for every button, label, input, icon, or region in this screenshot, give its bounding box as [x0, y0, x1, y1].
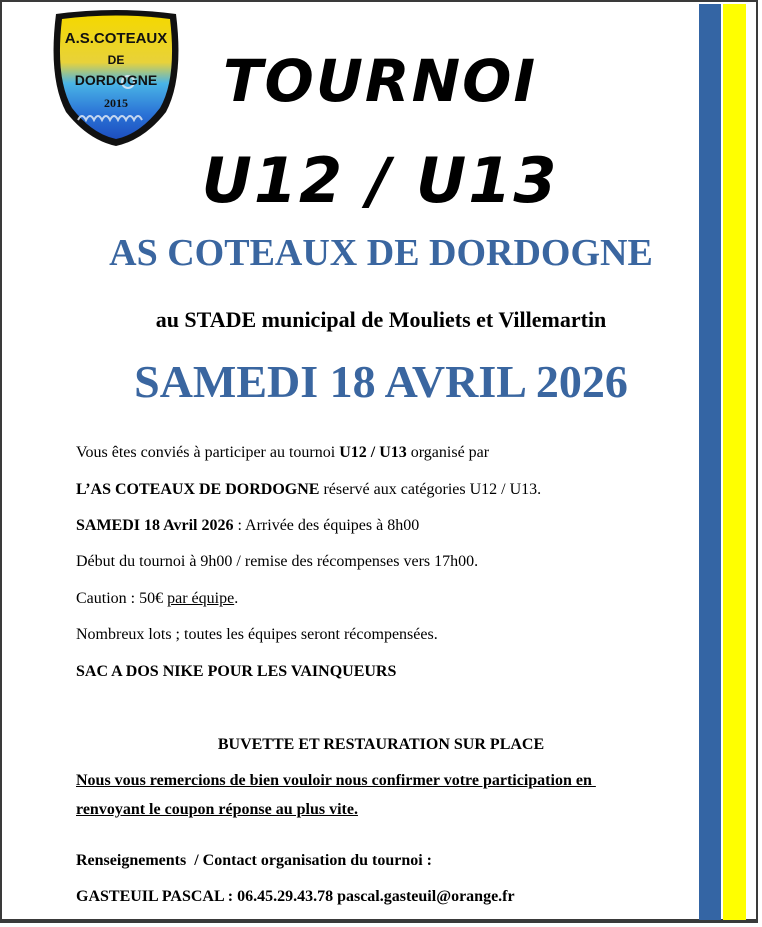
logo-text-line1: A.S.COTEAUX — [64, 30, 168, 47]
venue: au STADE municipal de Mouliets et Villemartin — [155, 307, 607, 332]
intro-category: U12 / U13 — [339, 444, 407, 461]
arrival-paragraph — [76, 517, 419, 535]
deposit-per-team: par équipe — [167, 590, 235, 607]
club-logo — [48, 8, 184, 148]
confirmation-line1: Nous vous remercions de bien vouloir nous confirmer votre participation en — [76, 772, 596, 789]
club-name: AS COTEAUX DE DORDOGNE — [109, 232, 653, 274]
deposit-paragraph — [76, 590, 238, 608]
title-line2: U12 / U13 — [201, 144, 559, 217]
logo-text-line3: DORDOGNE — [74, 72, 158, 88]
intro-text: Vous êtes conviés à participer au tournoi — [76, 444, 340, 461]
organizer-name: L’AS COTEAUX DE DORDOGNE — [76, 481, 320, 498]
organizer-paragraph — [76, 481, 541, 499]
blue-stripe — [699, 4, 721, 920]
intro-text-end: organisé par — [406, 444, 490, 461]
arrival-text: : Arrivée des équipes à 8h00 — [233, 517, 420, 534]
arrival-date: SAMEDI 18 Avril 2026 — [76, 517, 234, 534]
refreshments-heading: BUVETTE ET RESTAURATION SUR PLACE — [217, 736, 545, 753]
schedule-paragraph: Début du tournoi à 9h00 / remise des récompenses vers 17h00. — [76, 553, 479, 570]
intro-paragraph — [76, 444, 489, 462]
event-date: SAMEDI 18 AVRIL 2026 — [134, 356, 628, 407]
deposit-period: . — [234, 590, 239, 607]
yellow-stripe — [723, 4, 746, 920]
contact-details: GASTEUIL PASCAL : 06.45.29.43.78 pascal.gasteuil@orange.fr — [76, 888, 515, 905]
organizer-text: réservé aux catégories U12 / U13. — [319, 481, 542, 498]
prizes-paragraph: Nombreux lots ; toutes les équipes seront récompensées. — [76, 626, 438, 643]
logo-year: 2015 — [104, 96, 128, 110]
contact-heading: Renseignements / Contact organisation du tournoi : — [76, 852, 433, 869]
winners-paragraph: SAC A DOS NIKE POUR LES VAINQUEURS — [76, 663, 397, 680]
deposit-text: Caution : 50€ — [76, 590, 168, 607]
logo-text-line2: DE — [107, 53, 125, 67]
confirmation-line2: renvoyant le coupon réponse au plus vite. — [76, 801, 358, 818]
title-line1: TOURNOI — [222, 47, 538, 115]
